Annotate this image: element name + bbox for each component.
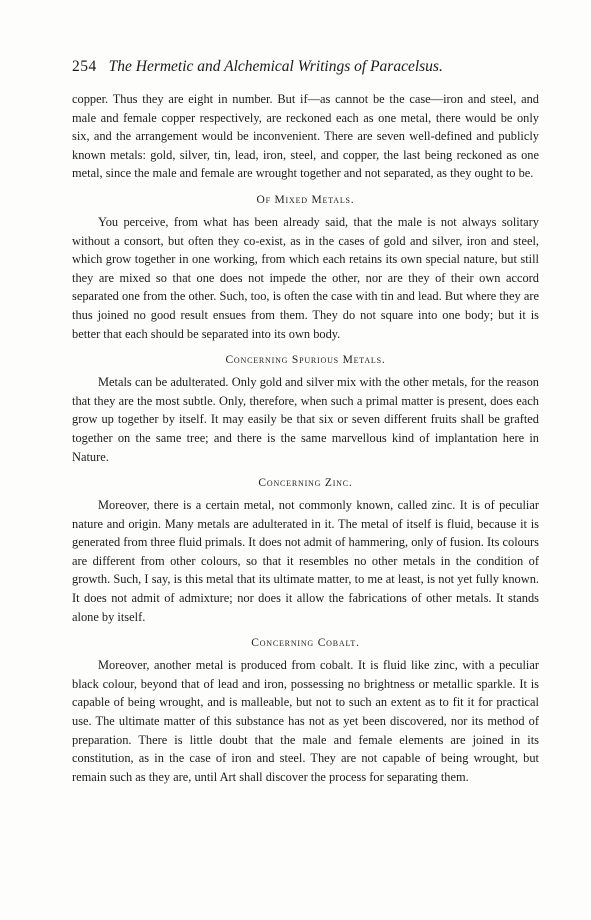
section-body-spurious-metals: Metals can be adulterated. Only gold and silver mix with the other metals, for the reason that they are the most subtle. Only, therefore, when such a primal matter is present, does each grow up together by itself. It may easily be that six or seven different fruits shall be grafted together on the same tree; and there is the same marvellous kind of implantation here in Nature. [72, 375, 539, 464]
section-body-cobalt: Moreover, another metal is produced from cobalt. It is fluid like zinc, with a peculiar black colour, beyond that of lead and iron, possessing no brightness or metallic sparkle. It is capable of being wrought, and is malleable, but not to such an extent as to fit it for practical use. The ultimate matter of this substance has not as yet been discovered, nor its method of preparation. There is little doubt that the male and female elements are joined in its constitution, as in the case of iron and steel. They are not capable of being wrought, but remain such as they are, until Art shall discover the process for separating them. [72, 658, 539, 784]
section-heading-mixed-metals: Of Mixed Metals. [256, 193, 355, 206]
running-title: The Hermetic and Alchemical Writings of Paracelsus. [108, 58, 443, 75]
section-body-zinc: Moreover, there is a certain metal, not commonly known, called zinc. It is of peculiar nature and origin. Many metals are adulterated in it. The metal of itself is fluid, because it is generated from three fluid primals. It does not admit of hammering, only of fusion. Its colours are different from other colours, so that it resembles no other metals in the condition of growth. Such, I say, is this metal that its ultimate matter, to me at least, is not yet fully known. It does not admit of admixture; nor does it allow the fabrications of other metals. It stands alone by itself. [72, 498, 539, 624]
section-body-mixed-metals: You perceive, from what has been already said, that the male is not always solitary without a consort, but often they co-exist, as in the cases of gold and silver, iron and steel, which grow together in one working, from which each retains its own special nature, but still they are mixed so that one does not impede the other, nor are they of their own accord separated one from the other. Such, too, is often the case with tin and lead. But where they are thus joined no good result ensues from them. They do not square into one body; but it is better that each should be separated into its own body. [72, 214, 539, 341]
section-heading-cobalt: Concerning Cobalt. [251, 637, 360, 650]
intro-paragraph: copper. Thus they are eight in number. But if—as cannot be the case—iron and steel, and male and female copper respectively, are reckoned each as one metal, there would be only six, and the arrangement would be inconvenient. There are seven well-defined and publicly known metals: gold, silver, tin, lead, iron, steel, and copper, the last being reckoned as one metal, since the male and female are wrought together and not separated, as they ought to be. [72, 92, 539, 181]
page-number: 254 [72, 58, 97, 75]
section-heading-zinc: Concerning Zinc. [258, 477, 353, 490]
page-body [72, 90, 539, 786]
section-heading-spurious-metals: Concerning Spurious Metals. [225, 354, 386, 367]
running-head [72, 58, 539, 76]
